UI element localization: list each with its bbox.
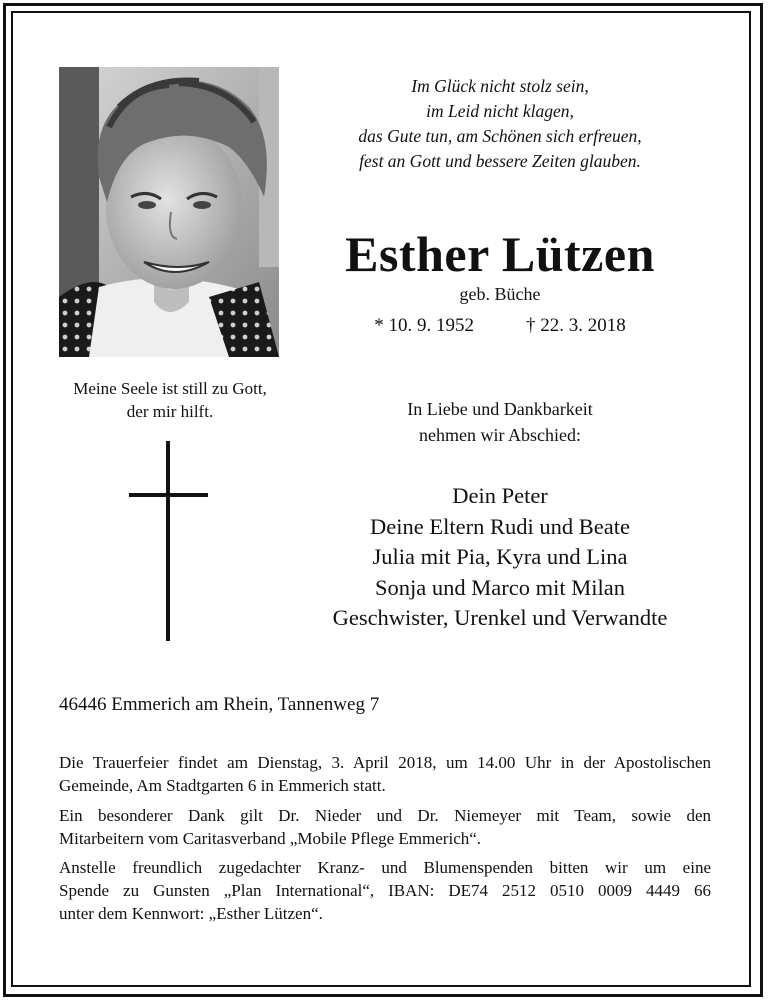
psalm-line: Meine Seele ist still zu Gott, bbox=[73, 379, 267, 398]
mourner-entry: Julia mit Pia, Kyra und Lina bbox=[372, 544, 628, 569]
verse-line: das Gute tun, am Schönen sich erfreuen, bbox=[358, 126, 642, 146]
paragraph-line: Die Trauerfeier findet am Dienstag, 3. April 2018, um 14.00 Uhr in der Apostolischen bbox=[59, 753, 711, 772]
verse-line: fest an Gott und bessere Zeiten glauben. bbox=[359, 151, 641, 171]
paragraph-line: Mitarbeitern vom Caritasverband „Mobile Pflege Emmerich“. bbox=[59, 829, 482, 848]
paragraph-line: Spende zu Gunsten „Plan International“, IBAN: DE74 2512 0510 0009 4449 66 bbox=[59, 881, 711, 900]
farewell-line: In Liebe und Dankbarkeit bbox=[407, 399, 593, 419]
deceased-name: Esther Lützen bbox=[345, 226, 655, 282]
mourner-entry: Sonja und Marco mit Milan bbox=[375, 574, 625, 600]
thanks-paragraph bbox=[59, 804, 711, 850]
psalm-quote bbox=[50, 377, 290, 423]
portrait-photo bbox=[59, 67, 279, 357]
verse-line: Im Glück nicht stolz sein, bbox=[411, 76, 589, 96]
paragraph-line: Anstelle freundlich zugedachter Kranz- und Blumenspenden bitten wir um eine bbox=[59, 858, 711, 877]
paragraph-line: Ein besonderer Dank gilt Dr. Nieder und Dr. Niemeyer mit Team, sowie den bbox=[59, 806, 711, 825]
mourners-list bbox=[290, 481, 710, 634]
maiden-name: geb. Büche bbox=[459, 284, 541, 304]
verse bbox=[300, 74, 700, 174]
life-dates bbox=[300, 313, 700, 339]
birth-date: * 10. 9. 1952 bbox=[374, 315, 474, 336]
donation-paragraph bbox=[59, 856, 711, 925]
farewell-text bbox=[300, 396, 700, 448]
mourner-entry: Deine Eltern Rudi und Beate bbox=[370, 513, 630, 539]
farewell-line: nehmen wir Abschied: bbox=[419, 425, 581, 445]
death-date: † 22. 3. 2018 bbox=[526, 315, 626, 336]
paragraph-line: Gemeinde, Am Stadtgarten 6 in Emmerich statt. bbox=[59, 776, 386, 795]
cross-icon-bar bbox=[129, 493, 208, 497]
verse-line: im Leid nicht klagen, bbox=[426, 101, 574, 121]
mourner-entry: Dein Peter bbox=[452, 483, 548, 508]
mourner-entry: Geschwister, Urenkel und Verwandte bbox=[332, 605, 668, 630]
family-address: 46446 Emmerich am Rhein, Tannenweg 7 bbox=[59, 694, 380, 715]
funeral-notice-paragraph bbox=[59, 751, 711, 797]
paragraph-line: unter dem Kennwort: „Esther Lützen“. bbox=[59, 904, 323, 923]
cross-icon bbox=[166, 441, 170, 641]
psalm-line: der mir hilft. bbox=[126, 402, 214, 421]
